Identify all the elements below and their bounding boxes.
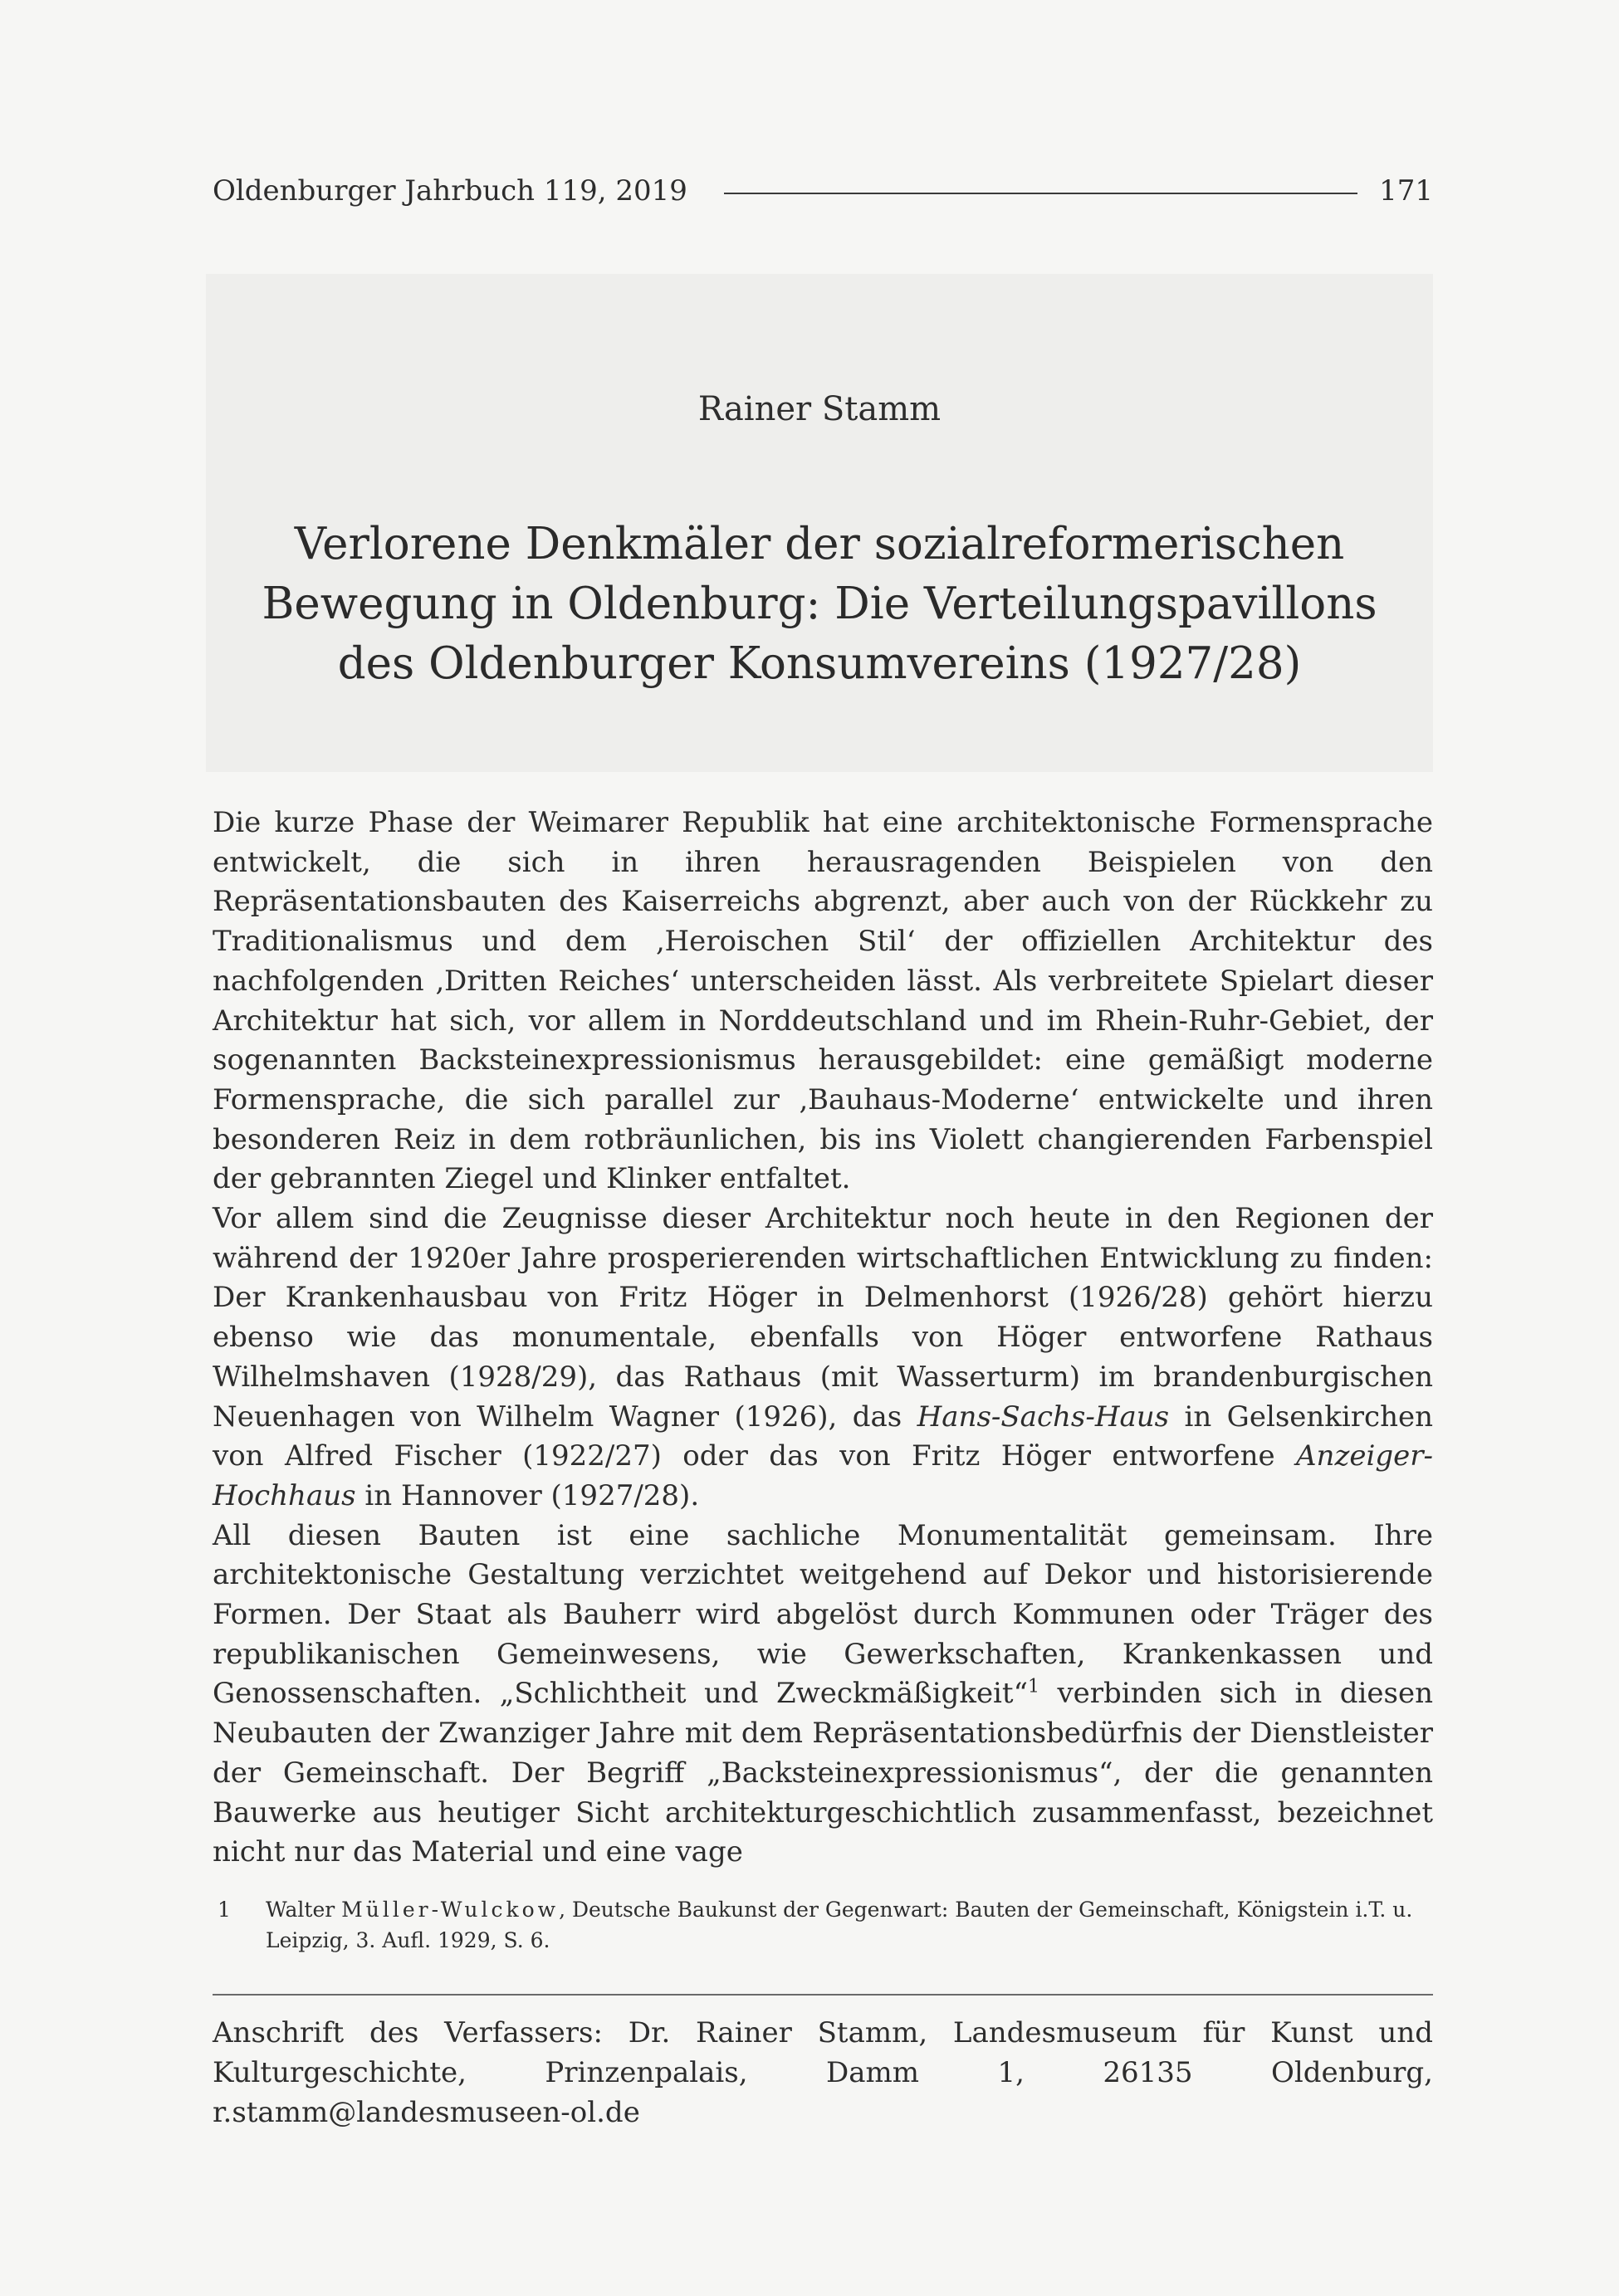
header-rule <box>724 193 1357 194</box>
building-name: Anzeiger-Hochhaus <box>213 1439 1433 1512</box>
title-line: des Oldenburger Konsumvereins (1927/28) <box>337 638 1302 689</box>
building-name: Hans-Sachs-Haus <box>917 1400 1170 1434</box>
text-run: Vor allem sind die Zeugnisse dieser Architektur noch heute in den Regionen der während der 1920er Jahre prosperierenden wirtschaftlichen Entwicklung zu finden: Der Krankenhausbau von Fritz Höger in Delmenhorst (1926/28) gehört hierzu ebenso wie das monumentale, ebenfalls von Höger entworfene Rathaus Wilhelmshaven (1928/29), das Rathaus (mit Wasserturm) im brandenburgischen Neuenhagen von Wilhelm Wagner (1926), das <box>213 1202 1433 1434</box>
address-rule <box>213 1994 1433 1996</box>
paragraph <box>213 1199 1433 1517</box>
footnote-ref[interactable]: 1 <box>1027 1677 1039 1698</box>
text-run: in Gelsenkirchen von Alfred Fischer (1922/27) oder das von Fritz Höger entworfene <box>213 1400 1433 1473</box>
footnote <box>218 1894 1433 1956</box>
footnote-text <box>266 1894 1433 1956</box>
paragraph: Die kurze Phase der Weimarer Republik hat eine architektonische Formensprache entwickelt, die sich in ihren herausragenden Beispielen von den Repräsentationsbauten des Kaiserreichs abgrenzt, aber auch von der Rückkehr zu Traditionalismus und dem ‚Heroischen Stil‘ der offiziellen Architektur des nachfolgenden ‚Dritten Reiches‘ unterscheiden lässt. Als verbreitete Spielart dieser Architektur hat sich, vor allem in Norddeutschland und im Rhein-Ruhr-Gebiet, der sogenannten Backsteinexpressionismus herausgebildet: eine gemäßigt moderne Formensprache, die sich parallel zur ‚Bauhaus-Moderne‘ entwickelte und ihren besonderen Reiz in dem rotbräunlichen, bis ins Violett changierenden Farbenspiel der gebrannten Ziegel und Klinker entfaltet. <box>213 806 1433 1196</box>
footnote-number: 1 <box>218 1898 231 1922</box>
title-line: Verlorene Denkmäler der sozialreformerischen <box>294 519 1345 569</box>
footnote-citation: , Deutsche Baukunst der Gegenwart: Bauten der Gemeinschaft, Königstein i.T. u. Leipzig, 3. Aufl. 1929, S. 6. <box>266 1898 1413 1952</box>
text-run: in Hannover (1927/28). <box>355 1478 700 1512</box>
author-address: Anschrift des Verfassers: Dr. Rainer Stamm, Landesmuseum für Kunst und Kulturgeschichte, Prinzenpalais, Damm 1, 26135 Oldenburg, r.stamm@landesmuseen-ol.de <box>213 2016 1433 2129</box>
running-head <box>213 170 1433 212</box>
author-name: Rainer Stamm <box>697 390 942 428</box>
journal-name: Oldenburger Jahrbuch 119, 2019 <box>213 174 687 208</box>
footnote-author-last: Müller-Wulckow <box>341 1898 560 1922</box>
body-text <box>213 804 1433 1873</box>
page-number: 171 <box>1379 174 1433 208</box>
paragraph <box>213 1517 1433 1873</box>
title-line: Bewegung in Oldenburg: Die Verteilungspavillons <box>262 579 1377 629</box>
footnote-author-first: Walter <box>266 1898 342 1922</box>
text-run: All diesen Bauten ist eine sachliche Monumentalität gemeinsam. Ihre architektonische Gestaltung verzichtet weitgehend auf Dekor und historisierende Formen. Der Staat als Bauherr wird abgelöst durch Kommunen oder Träger des republikanischen Gemeinwesens, wie Gewerkschaften, Krankenkassen und Genossenschaften. „Schlichtheit und Zweckmäßigkeit“ <box>213 1518 1433 1711</box>
text-run: verbinden sich in diesen Neubauten der Zwanziger Jahre mit dem Repräsentationsbedürfnis der Dienstleister der Gemeinschaft. Der Begriff „Backsteinexpressionismus“, der die genannten Bauwerke aus heutiger Sicht architekturgeschichtlich zusammenfasst, bezeichnet nicht nur das Material und eine vage <box>213 1677 1433 1869</box>
article-title <box>206 515 1433 694</box>
